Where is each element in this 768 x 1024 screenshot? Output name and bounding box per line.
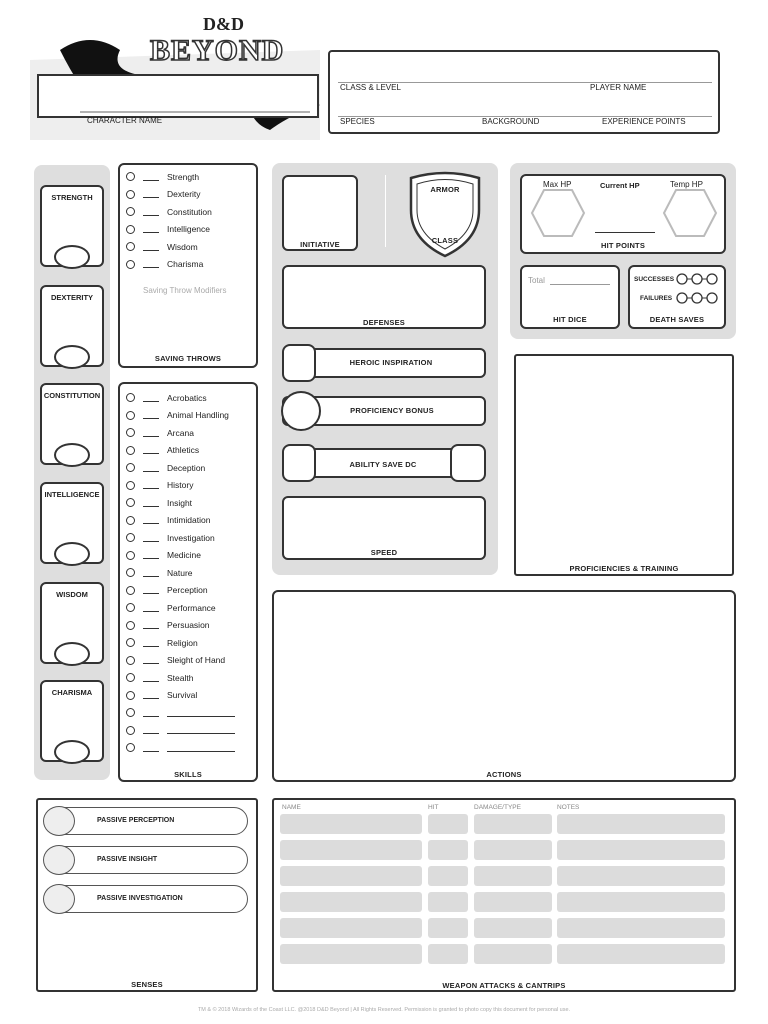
actions-title: ACTIONS [486, 770, 522, 779]
skill-row[interactable]: Deception [126, 459, 235, 477]
temp-hp-label: Temp HP [670, 180, 703, 189]
senses-title: SENSES [131, 980, 163, 989]
ability-strength[interactable] [40, 185, 104, 267]
weapon-cell[interactable] [474, 840, 552, 860]
max-hp-label: Max HP [543, 180, 572, 189]
proficiency-bonus-circle[interactable] [281, 391, 321, 431]
player-name-label: PLAYER NAME [590, 83, 647, 92]
weapon-cell[interactable] [557, 944, 725, 964]
saving-throw-row[interactable]: Strength [126, 168, 212, 186]
skill-row[interactable]: Sleight of Hand [126, 652, 235, 670]
ability-save-dc-right[interactable] [450, 444, 486, 482]
saving-throw-row[interactable]: Intelligence [126, 221, 212, 239]
weapon-cell[interactable] [428, 944, 468, 964]
weapon-cell[interactable] [280, 814, 422, 834]
skill-row[interactable]: Acrobatics [126, 389, 235, 407]
weapon-cell[interactable] [280, 918, 422, 938]
armor-label: ARMOR [430, 185, 460, 194]
heroic-inspiration-checkbox[interactable] [282, 344, 316, 382]
footer-copyright: TM & © 2018 Wizards of the Coast LLC. @2018 D&D Beyond | All Rights Reserved. Permission is granted to photo copy this document for personal use. [197, 1007, 571, 1013]
ability-name: CONSTITUTION [43, 391, 101, 400]
ability-name: STRENGTH [51, 193, 93, 202]
hit-dice-total-label: Total [528, 276, 545, 285]
skills-list [126, 389, 235, 757]
background-label: BACKGROUND [482, 117, 540, 126]
species-label: SPECIES [340, 117, 375, 126]
ability-wisdom[interactable] [40, 582, 104, 664]
divider [385, 175, 386, 247]
armor-class-shield-icon[interactable] [405, 170, 485, 260]
weapon-cell[interactable] [474, 918, 552, 938]
class-label: CLASS [431, 236, 459, 245]
weapon-header-hit: HIT [428, 804, 439, 811]
passive-perception[interactable]: PASSIVE PERCEPTION [44, 807, 248, 835]
saving-throw-row[interactable]: Dexterity [126, 186, 212, 204]
ability-dexterity[interactable] [40, 285, 104, 367]
weapon-cell[interactable] [474, 944, 552, 964]
skill-row[interactable]: Arcana [126, 424, 235, 442]
weapon-cell[interactable] [557, 840, 725, 860]
ability-name: WISDOM [56, 590, 88, 599]
ability-intelligence[interactable] [40, 482, 104, 564]
weapon-cell[interactable] [428, 892, 468, 912]
max-hp-hex-icon[interactable] [530, 188, 586, 238]
weapon-cell[interactable] [280, 892, 422, 912]
skill-row[interactable]: Medicine [126, 547, 235, 565]
ability-modifier[interactable] [54, 740, 90, 764]
custom-skill-row[interactable] [126, 739, 235, 757]
speed-label: SPEED [370, 548, 398, 557]
weapon-cell[interactable] [474, 814, 552, 834]
ability-save-dc-left[interactable] [282, 444, 316, 482]
weapon-cell[interactable] [428, 840, 468, 860]
proficiencies-box[interactable] [514, 354, 734, 576]
successes-circles-icon[interactable] [675, 272, 719, 286]
custom-skill-row[interactable] [126, 704, 235, 722]
skill-row[interactable]: History [126, 477, 235, 495]
saving-throws-title: SAVING THROWS [154, 354, 222, 363]
experience-label: EXPERIENCE POINTS [602, 117, 686, 126]
logo-top: D&D [203, 14, 244, 34]
hit-points-title: HIT POINTS [600, 241, 646, 250]
weapon-cell[interactable] [557, 918, 725, 938]
logo-main: BEYOND [150, 34, 285, 67]
skill-row[interactable]: Religion [126, 634, 235, 652]
skill-row[interactable]: Persuasion [126, 617, 235, 635]
temp-hp-hex-icon[interactable] [662, 188, 718, 238]
weapon-attacks-title: WEAPON ATTACKS & CANTRIPS [442, 981, 566, 990]
saving-throw-row[interactable]: Charisma [126, 256, 212, 274]
proficiencies-title: PROFICIENCIES & TRAINING [569, 564, 679, 573]
heroic-inspiration-label: HEROIC INSPIRATION [349, 358, 433, 367]
hit-dice-total-line[interactable] [550, 284, 610, 285]
weapon-cell[interactable] [557, 892, 725, 912]
ability-modifier[interactable] [54, 245, 90, 269]
failures-circles-icon[interactable] [675, 291, 719, 305]
ability-constitution[interactable] [40, 383, 104, 465]
weapon-header-name: NAME [282, 804, 301, 811]
weapon-cell[interactable] [280, 840, 422, 860]
skill-row[interactable]: Performance [126, 599, 235, 617]
ability-name: DEXTERITY [50, 293, 94, 302]
skill-row[interactable]: Insight [126, 494, 235, 512]
initiative-label: INITIATIVE [300, 240, 340, 249]
ability-name: CHARISMA [51, 688, 93, 697]
skill-row[interactable]: Survival [126, 687, 235, 705]
character-name-label: CHARACTER NAME [87, 116, 163, 125]
skill-row[interactable]: Perception [126, 582, 235, 600]
ability-modifier[interactable] [54, 345, 90, 369]
class-level-label: CLASS & LEVEL [340, 83, 401, 92]
skill-row[interactable]: Animal Handling [126, 407, 235, 425]
weapon-cell[interactable] [280, 866, 422, 886]
current-hp-label: Current HP [600, 181, 640, 190]
defenses-label: DEFENSES [362, 318, 406, 327]
saving-throw-modifiers-hint: Saving Throw Modifiers [143, 286, 227, 295]
actions-box[interactable] [272, 590, 736, 782]
hit-dice-label: HIT DICE [553, 315, 587, 324]
passive-investigation[interactable]: PASSIVE INVESTIGATION [44, 885, 248, 913]
weapon-header-notes: NOTES [557, 804, 580, 811]
successes-label: SUCCESSES [634, 276, 675, 283]
failures-label: FAILURES [640, 295, 673, 302]
weapon-cell[interactable] [557, 866, 725, 886]
weapon-cell[interactable] [474, 866, 552, 886]
skill-row[interactable]: Athletics [126, 442, 235, 460]
weapon-cell[interactable] [428, 918, 468, 938]
ability-charisma[interactable] [40, 680, 104, 762]
weapon-cell[interactable] [557, 814, 725, 834]
weapon-header-damage: DAMAGE/TYPE [474, 804, 521, 811]
weapon-cell[interactable] [474, 892, 552, 912]
skill-row[interactable]: Nature [126, 564, 235, 582]
death-saves-label: DEATH SAVES [649, 315, 705, 324]
skills-title: SKILLS [174, 770, 202, 779]
ability-save-dc-label: ABILITY SAVE DC [349, 460, 417, 469]
skill-row[interactable]: Stealth [126, 669, 235, 687]
skill-row[interactable]: Intimidation [126, 512, 235, 530]
current-hp-line[interactable] [595, 232, 655, 233]
custom-skill-row[interactable] [126, 722, 235, 740]
ability-modifier[interactable] [54, 642, 90, 666]
proficiency-bonus-label: PROFICIENCY BONUS [350, 406, 434, 415]
saving-throw-row[interactable]: Wisdom [126, 238, 212, 256]
weapon-cell[interactable] [428, 866, 468, 886]
ability-name: INTELLIGENCE [44, 490, 100, 499]
weapon-cell[interactable] [428, 814, 468, 834]
ability-modifier[interactable] [54, 542, 90, 566]
saving-throws-list [126, 168, 212, 273]
ability-modifier[interactable] [54, 443, 90, 467]
passive-insight[interactable]: PASSIVE INSIGHT [44, 846, 248, 874]
saving-throw-row[interactable]: Constitution [126, 203, 212, 221]
weapon-cell[interactable] [280, 944, 422, 964]
skill-row[interactable]: Investigation [126, 529, 235, 547]
